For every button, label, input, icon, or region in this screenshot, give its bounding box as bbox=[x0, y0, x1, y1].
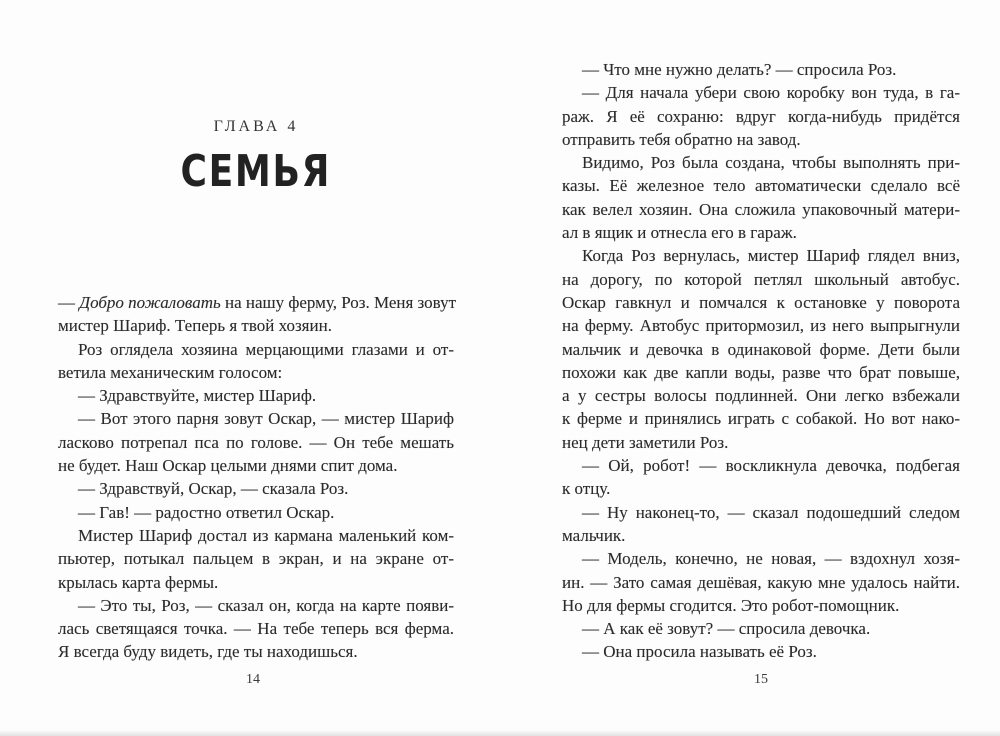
text-line: а у сестры волосы подлинней. Они легко взбежали bbox=[562, 386, 960, 406]
text-line: — Это ты, Роз, — сказал он, когда на карте появи- bbox=[78, 595, 454, 615]
paragraph bbox=[562, 58, 960, 81]
text-line: — Ой, робот! — воскликнула девочка, подбегая bbox=[582, 456, 960, 476]
text-line: крылась карта фермы. bbox=[58, 572, 219, 592]
text-line: Я всегда буду видеть, где ты находишься. bbox=[58, 642, 358, 662]
page-body-right bbox=[562, 58, 960, 664]
paragraph bbox=[562, 501, 960, 548]
text-line: отправить тебя обратно на завод. bbox=[562, 129, 801, 149]
text-line: мальчик и девочка в одинаковой форме. Дети были bbox=[562, 339, 960, 359]
chapter-label: ГЛАВА 4 bbox=[213, 118, 299, 135]
text-line: как велел хозяин. Она сложила упаковочный матери- bbox=[562, 199, 960, 219]
text-line: мистер Шариф. Теперь я твой хозяин. bbox=[58, 316, 332, 336]
text-line: на ферму. Автобус притормозил, из него выпрыгнули bbox=[562, 316, 960, 336]
text-line: — Что мне нужно делать? — спросила Роз. bbox=[582, 60, 897, 79]
text-line: нец дети заметили Роз. bbox=[562, 432, 729, 452]
text-line: — Гав! — радостно ответил Оскар. bbox=[78, 502, 335, 522]
text-line: лась светящаяся точка. — На тебе теперь вся ферма. bbox=[58, 619, 454, 639]
paragraph bbox=[562, 547, 960, 617]
text-line: — А как её зовут? — спросила девочка. bbox=[582, 619, 871, 639]
text-line: — Вот этого парня зовут Оскар, — мистер Шариф bbox=[78, 409, 454, 429]
text-line: раж. Я её сохраню: вдруг когда-нибудь придётся bbox=[562, 106, 960, 126]
text-line: Видимо, Роз была создана, чтобы выполнять при- bbox=[582, 153, 960, 173]
text-line: Оскар гавкнул и помчался к остановке у поворота bbox=[562, 292, 960, 312]
text-line: мальчик. bbox=[562, 525, 626, 545]
text-line: — Здравствуй, Оскар, — сказала Роз. bbox=[78, 479, 349, 499]
text-line: похожи как две капли воды, разве что брат повыше, bbox=[562, 362, 960, 382]
text-line: — Для начала убери свою коробку вон туда, в га- bbox=[582, 83, 960, 103]
text-line: ал в ящик и отнесла его в гараж. bbox=[562, 223, 797, 243]
paragraph bbox=[562, 454, 960, 501]
text-line: — Модель, конечно, не новая, — вздохнул хозя- bbox=[582, 549, 960, 569]
text-line: ветила механическим голосом: bbox=[58, 362, 283, 382]
page-number-right: 15 bbox=[754, 672, 768, 687]
text-line: — Ну наконец-то, — сказал подошедший следом bbox=[582, 502, 960, 522]
text-line: Роз оглядела хозяина мерцающими глазами и от- bbox=[78, 339, 454, 359]
text-line: не будет. Наш Оскар целыми днями спит дома. bbox=[58, 456, 398, 476]
chapter-title-text: СЕМЬЯ bbox=[180, 146, 332, 197]
chapter-title bbox=[58, 146, 454, 197]
text-line: на дорогу, по которой петлял школьный автобус. bbox=[562, 269, 960, 289]
text-line: к отцу. bbox=[562, 479, 611, 499]
text-line: — Здравствуйте, мистер Шариф. bbox=[78, 386, 317, 406]
paragraph bbox=[58, 407, 454, 477]
text-line: Но для фермы сгодится. Это робот-помощник. bbox=[562, 595, 900, 615]
paragraph bbox=[562, 617, 960, 640]
text-line: пьютер, потыкал пальцем в экран, и на экране от- bbox=[58, 549, 454, 569]
paragraph bbox=[562, 244, 960, 454]
text-line: — Добро пожаловать на нашу ферму, Роз. Меня зовут bbox=[58, 293, 457, 312]
paragraph bbox=[58, 384, 454, 407]
paragraph bbox=[58, 594, 454, 664]
page-number-left: 14 bbox=[246, 672, 260, 687]
text-line: ин. — Зато самая дешёвая, какую мне удалось найти. bbox=[562, 572, 960, 592]
text-line: Когда Роз вернулась, мистер Шариф глядел вниз, bbox=[582, 246, 960, 266]
paragraph bbox=[58, 338, 454, 385]
text-line: ласково потрепал пса по голове. — Он тебе мешать bbox=[58, 432, 454, 452]
paragraph bbox=[58, 501, 454, 524]
text-line: — Она просила называть её Роз. bbox=[582, 642, 817, 662]
text-line: казы. Её железное тело автоматически сделало всё bbox=[562, 176, 960, 196]
paragraph bbox=[562, 81, 960, 151]
paragraph bbox=[58, 524, 454, 594]
page-body-left bbox=[58, 291, 457, 664]
text-line: Мистер Шариф достал из кармана маленький ком- bbox=[78, 525, 454, 545]
paragraph bbox=[58, 477, 454, 500]
paragraph bbox=[562, 640, 960, 663]
paragraph bbox=[58, 291, 457, 338]
paragraph bbox=[562, 151, 960, 244]
text-line: к ферме и принялись играть с собакой. Но вот нако- bbox=[562, 409, 960, 429]
